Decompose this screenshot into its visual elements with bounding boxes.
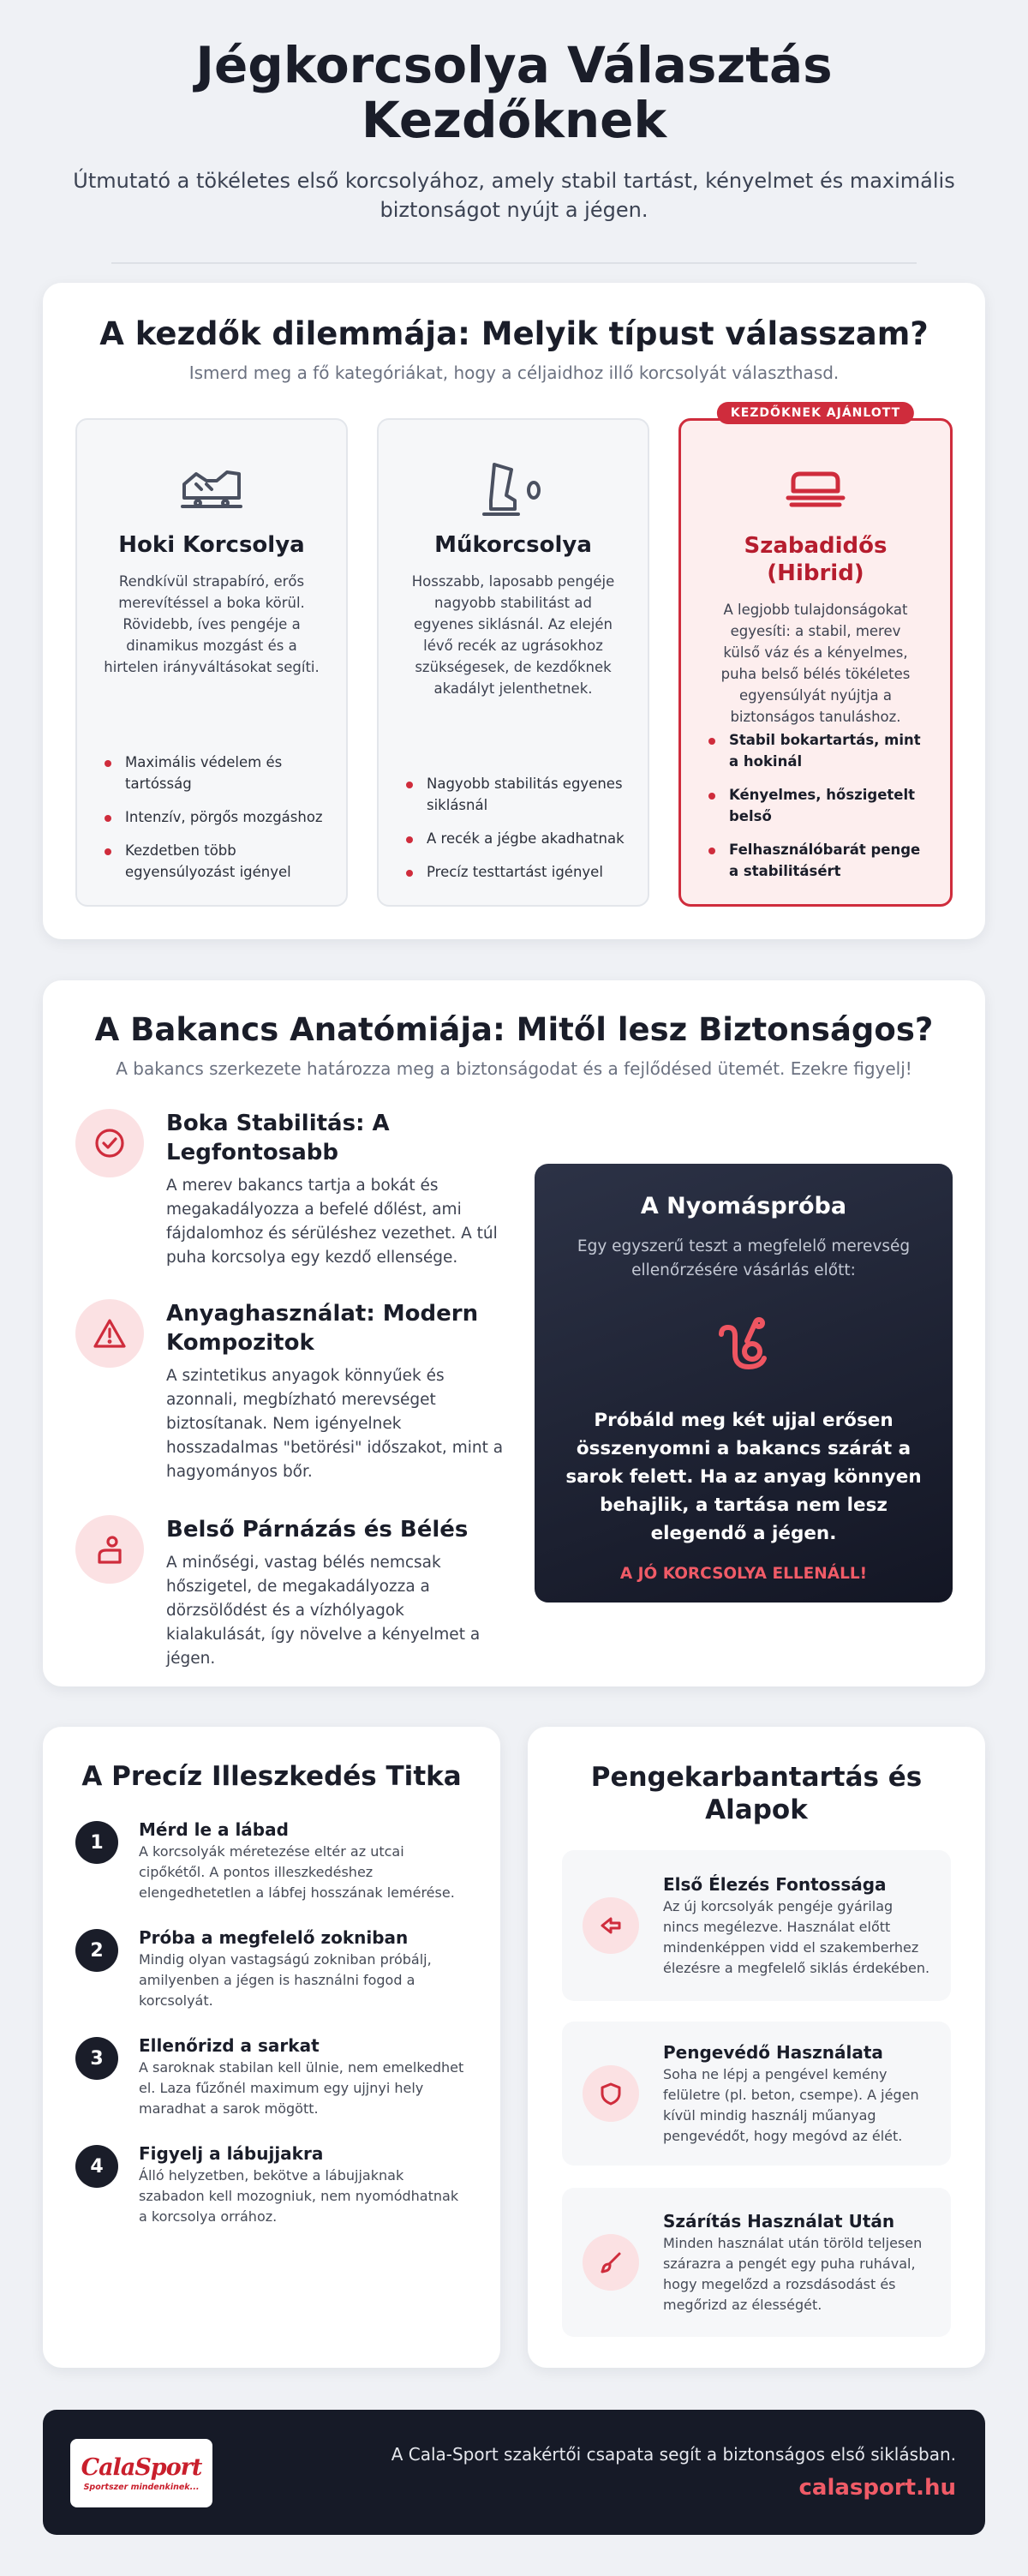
feature-text: A minőségi, vastag bélés nemcsak hőszigetel, de megakadályozza a dörzsölődést és a vízhólyagok kialakulását, így növelve a kényelmet a jégen. [166, 1554, 481, 1668]
list-item: Felhasználóbarát penge a stabilitásért [707, 839, 931, 882]
recommended-badge: KEZDŐKNEK AJÁNLOTT [717, 402, 914, 424]
feature-item [75, 1299, 504, 1484]
step-text: Mindig olyan vastagságú zokniban próbálj, amilyenben a jégen is használni fogod a korcsolyát. [139, 1951, 432, 2009]
page-footer [43, 2410, 985, 2535]
type-description: Hosszabb, laposabb pengéje nagyobb stabilitást ad egyenes siklásnál. Az elején lévő recék az ugrásokhoz szükségesek, de kezdőknek akadályt jelenthetnek. [411, 573, 615, 697]
section-title: A Bakancs Anatómiája: Mitől lesz Biztonságos? [94, 1011, 934, 1048]
hockey-skate-icon [177, 459, 246, 519]
check-circle-icon [75, 1109, 144, 1177]
maintenance-title: Szárítás Használat Után [663, 2211, 895, 2232]
footer-text: A Cala-Sport szakértői csapata segít a biztonságos első siklásban. [391, 2444, 956, 2465]
maintenance-item [562, 2188, 951, 2337]
maintenance-item [562, 1850, 951, 2001]
type-card-hockey [75, 418, 348, 907]
type-card-recreational [678, 406, 953, 907]
step-number: 4 [75, 2145, 118, 2188]
maintenance-text: Az új korcsolyák pengéje gyárilag nincs megélezve. Használat előtt mindenképpen vidd el szakemberhez élezésre a megfelelő siklás érdekében. [663, 1898, 930, 1976]
type-name: Műkorcsolya [434, 532, 592, 558]
maintenance-title: Pengevédő Használata [663, 2042, 883, 2063]
page-subtitle: Útmutató a tökéletes első korcsolyához, amely stabil tartást, kényelmet és maximális biztonságot nyújt a jégen. [73, 169, 955, 222]
warning-icon [75, 1299, 144, 1368]
list-item: Nagyobb stabilitás egyenes siklásnál [404, 773, 629, 816]
test-conclusion: A JÓ KORCSOLYA ELLENÁLL! [619, 1565, 868, 1583]
shield-icon [583, 2065, 639, 2122]
step-title: Mérd le a lábad [139, 1819, 289, 1840]
type-name: Hoki Korcsolya [118, 532, 305, 558]
blade-maintenance-section [528, 1727, 985, 2368]
type-points [404, 761, 629, 883]
website-link[interactable]: calasport.hu [798, 2475, 956, 2501]
type-description: A legjobb tulajdonságokat egyesíti: a stabil, merev külső váz és a kényelmes, puha belső bélés tökéletes egyensúlyát nyújtja a biztonságos tanuláshoz. [720, 602, 911, 725]
maintenance-title: Első Élezés Fontossága [663, 1874, 887, 1895]
section-subtitle: Ismerd meg a fő kategóriákat, hogy a céljaidhoz illő korcsolyát választhasd. [188, 362, 840, 383]
brush-icon [583, 2234, 639, 2291]
list-item: Maximális védelem és tartósság [103, 752, 327, 794]
fitting-section [43, 1727, 500, 2368]
test-title: A Nyomáspróba [640, 1193, 847, 1219]
step-item [75, 2034, 466, 2119]
list-item: Precíz testtartást igényel [404, 861, 629, 883]
footer-info [391, 2444, 956, 2501]
maintenance-list [562, 1850, 951, 2337]
section-title: Pengekarbantartás és Alapok [590, 1762, 923, 1825]
feature-item [75, 1515, 504, 1671]
test-subtitle: Egy egyszerű teszt a megfelelő merevség ellenőrzésére vásárlás előtt: [577, 1237, 911, 1279]
list-item: A recék a jégbe akadhatnak [404, 828, 629, 849]
step-item [75, 1818, 466, 1903]
step-text: Álló helyzetben, bekötve a lábujjaknak szabadon kell mozogniuk, nem nyomódhatnak a korcsolya orrához. [139, 2167, 459, 2225]
step-item [75, 1926, 466, 2011]
list-item: Kezdetben több egyensúlyozást igényel [103, 840, 327, 883]
list-item: Kényelmes, hőszigetelt belső [707, 784, 931, 827]
page-header [0, 0, 1028, 264]
section-title: A kezdők dilemmája: Melyik típust válasszam? [99, 315, 929, 352]
step-title: Ellenőrizd a sarkat [139, 2035, 320, 2056]
feature-title: Anyaghasználat: Modern Kompozitok [166, 1301, 479, 1356]
squeeze-hand-icon [535, 1315, 953, 1381]
feature-list [75, 1109, 504, 1671]
feature-text: A merev bakancs tartja a bokát és megakadályozza a befelé dőlést, ami fájdalomhoz és sérüléshez vezethet. A túl puha korcsolya egy kezdő ellensége. [166, 1177, 498, 1267]
figure-skate-icon [479, 459, 547, 519]
maintenance-text: Minden használat után töröld teljesen szárazra a pengét egy puha ruhával, hogy megelőzd a rozsdásodást és megőrizd az élességét. [663, 2235, 923, 2313]
step-number: 2 [75, 1929, 118, 1972]
step-number: 1 [75, 1821, 118, 1864]
step-title: Próba a megfelelő zokniban [139, 1927, 409, 1948]
fitting-steps [75, 1818, 466, 2227]
type-name: Szabadidős (Hibrid) [744, 533, 888, 586]
boot-anatomy-section [43, 980, 985, 1686]
skate-type-cards [75, 406, 953, 907]
section-subtitle: A bakancs szerkezete határozza meg a biztonságodat és a fejlődésed ütemét. Ezekre figyelj! [116, 1058, 912, 1079]
logo-tagline: Sportszer mindenkinek... [83, 2482, 200, 2492]
maintenance-item [562, 2022, 951, 2166]
maintenance-text: Soha ne lépj a pengével kemény felületre (pl. beton, csempe). A jégen kívül mindig használj műanyag pengevédőt, hogy megóvd az élét. [663, 2066, 919, 2144]
skate-types-section [43, 283, 985, 939]
logo-text: CalaSport [81, 2453, 202, 2481]
feature-title: Belső Párnázás és Bélés [166, 1517, 469, 1543]
type-card-figure [377, 418, 649, 907]
padding-icon [75, 1515, 144, 1584]
list-item: Stabil bokartartás, mint a hokinál [707, 729, 931, 772]
header-divider [111, 262, 917, 264]
pressure-test-box [535, 1164, 953, 1603]
step-text: A korcsolyák méretezése eltér az utcai cipőkétől. A pontos illeszkedéshez elengedhetetlen a lábfej hosszának lemérése. [139, 1843, 455, 1901]
feature-title: Boka Stabilitás: A Legfontosabb [166, 1111, 390, 1165]
step-text: A saroknak stabilan kell ülnie, nem emelkedhet el. Laza fűzőnél maximum egy ujjnyi hely maradhat a sarok mögött. [139, 2059, 464, 2117]
test-instructions: Próbáld meg két ujjal erősen összenyomni a bakancs szárát a sarok felett. Ha az anyag könnyen behajlik, a tartása nem lesz elegendő a jégen. [565, 1410, 922, 1544]
type-description: Rendkívül strapabíró, erős merevítéssel a boka körül. Rövidebb, íves pengéje a dinamikus mozgást és a hirtelen irányváltásokat segíti. [104, 573, 320, 675]
feature-item [75, 1109, 504, 1270]
brand-logo[interactable] [70, 2439, 212, 2507]
type-points [707, 717, 931, 882]
step-number: 3 [75, 2037, 118, 2080]
recreational-skate-icon [781, 460, 850, 520]
sharpen-icon [583, 1897, 639, 1954]
section-title: A Precíz Illeszkedés Titka [81, 1761, 462, 1792]
type-points [103, 740, 327, 883]
feature-text: A szintetikus anyagok könnyűek és azonnali, megbízható merevséget biztosítanak. Nem igényelnek hosszadalmas "betörési" időszakot, mint a hagyományos bőr. [166, 1367, 504, 1481]
step-item [75, 2142, 466, 2227]
step-title: Figyelj a lábujjakra [139, 2143, 324, 2164]
list-item: Intenzív, pörgős mozgáshoz [103, 806, 327, 828]
page-title: Jégkorcsolya Választás Kezdőknek [195, 36, 833, 149]
